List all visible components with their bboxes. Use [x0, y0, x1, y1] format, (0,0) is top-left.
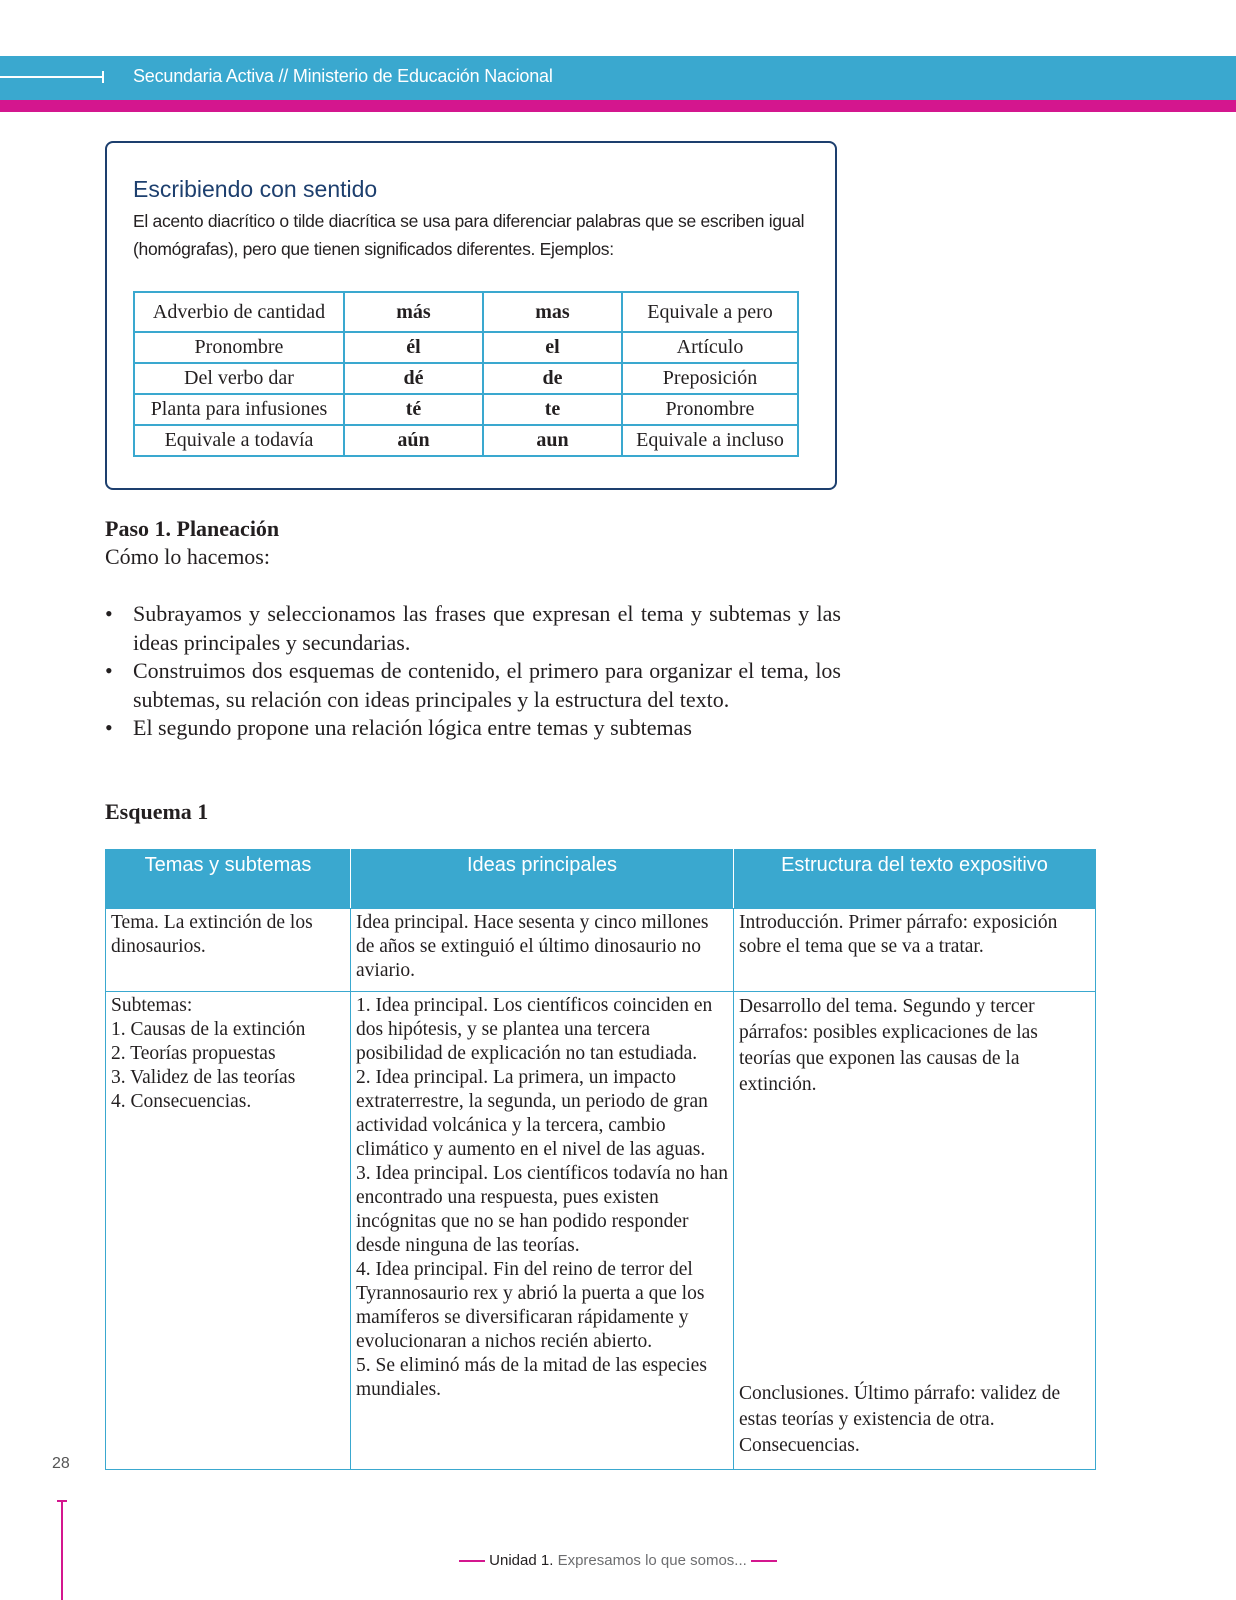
list-item: 1. Causas de la extinción: [111, 1019, 306, 1040]
table-row: [106, 909, 1096, 992]
footer-line-right: [751, 1560, 777, 1562]
bullet-list: [105, 600, 841, 743]
list-item: • Subrayamos y seleccionamos las frases que expresan el tema y subtemas y las ideas principales y secundarias.: [105, 600, 841, 657]
main-idea-item: 4. Idea principal. Fin del reino de terror del Tyrannosaurio rex y abrió la puerta a que los mamíferos se diversificaran rápidamente y evolucionaran a nichos recién abierto.: [356, 1259, 705, 1352]
page-number: 28: [52, 1455, 70, 1472]
magenta-bar: [0, 100, 1236, 112]
table-row: [134, 292, 798, 332]
list-item: 4. Consecuencias.: [111, 1091, 252, 1112]
schema-table: [105, 849, 1096, 1470]
footer-line-left: [459, 1560, 485, 1562]
table-cell: de: [483, 363, 622, 394]
column-header: Temas y subtemas: [106, 850, 351, 909]
table-row: [134, 332, 798, 363]
schema-title: Esquema 1: [105, 799, 209, 824]
info-box-text: El acento diacrítico o tilde diacrítica se usa para diferenciar palabras que se escriben igual (homógrafas), pero que tienen significados diferentes. Ejemplos:: [133, 211, 805, 259]
table-cell: dé: [344, 363, 483, 394]
table-cell: Idea principal. Hace sesenta y cinco millones de años se extinguió el último dinosaurio no aviario.: [351, 909, 734, 992]
column-header: Ideas principales: [351, 850, 734, 909]
table-cell: el: [483, 332, 622, 363]
table-cell: más: [344, 292, 483, 332]
step-subtitle: Cómo lo hacemos:: [105, 544, 270, 569]
table-row: [106, 992, 1096, 1470]
header-title: Secundaria Activa // Ministerio de Educación Nacional: [133, 66, 553, 86]
table-cell: Pronombre: [622, 394, 798, 425]
subtopics-list: [111, 1018, 345, 1114]
table-cell: Introducción. Primer párrafo: exposición sobre el tema que se va a tratar.: [734, 909, 1096, 992]
footer-text: Expresamos lo que somos...: [557, 1552, 747, 1569]
table-cell: Planta para infusiones: [134, 394, 344, 425]
header-tick: [102, 71, 104, 83]
column-header: Estructura del texto expositivo: [734, 850, 1096, 909]
table-cell: Tema. La extinción de los dinosaurios.: [106, 909, 351, 992]
step-title: Paso 1. Planeación: [105, 516, 280, 541]
conclusions-text: Conclusiones. Último párrafo: validez de estas teorías y existencia de otra. Consecuencias.: [739, 1383, 1061, 1456]
table-cell: mas: [483, 292, 622, 332]
footer: [0, 1552, 1236, 1569]
table-cell: [734, 992, 1096, 1470]
list-item: • El segundo propone una relación lógica entre temas y subtemas: [105, 714, 841, 743]
table-cell: Equivale a incluso: [622, 425, 798, 456]
info-box-title: Escribiendo con sentido: [133, 176, 378, 202]
main-idea-item: 2. Idea principal. La primera, un impacto extraterrestre, la segunda, un periodo de gran actividad volcánica y la tercera, cambio climático y aumento en el nivel de las aguas.: [356, 1067, 708, 1160]
table-cell: Equivale a todavía: [134, 425, 344, 456]
subtopics-label: Subtemas:: [111, 995, 193, 1016]
main-idea-item: 3. Idea principal. Los científicos todavía no han encontrado una respuesta, pues existen incógnitas que no se han podido responder desde ninguna de las teorías.: [356, 1163, 729, 1256]
main-idea-item: 5. Se eliminó más de la mitad de las especies mundiales.: [356, 1355, 707, 1400]
table-cell: él: [344, 332, 483, 363]
table-cell: [351, 992, 734, 1470]
table-row: [134, 394, 798, 425]
table-row: [134, 425, 798, 456]
development-text: Desarrollo del tema. Segundo y tercer párrafos: posibles explicaciones de las teorías que exponen las causas de la extinción.: [739, 996, 1038, 1095]
table-cell: aún: [344, 425, 483, 456]
table-header-row: [106, 850, 1096, 909]
table-cell: Preposición: [622, 363, 798, 394]
list-item: • Construimos dos esquemas de contenido, el primero para organizar el tema, los subtemas, su relación con ideas principales y la estructura del texto.: [105, 657, 841, 714]
table-cell: Pronombre: [134, 332, 344, 363]
table-row: [134, 363, 798, 394]
header-line: [0, 76, 104, 78]
table-cell: aun: [483, 425, 622, 456]
table-cell: Adverbio de cantidad: [134, 292, 344, 332]
list-item: 2. Teorías propuestas: [111, 1043, 276, 1064]
diacritic-table: [133, 291, 799, 457]
table-cell: [106, 992, 351, 1470]
footer-unit: Unidad 1.: [489, 1552, 554, 1569]
table-cell: Artículo: [622, 332, 798, 363]
table-cell: Del verbo dar: [134, 363, 344, 394]
table-cell: té: [344, 394, 483, 425]
table-cell: Equivale a pero: [622, 292, 798, 332]
list-item: 3. Validez de las teorías: [111, 1067, 296, 1088]
table-cell: te: [483, 394, 622, 425]
left-margin-line: [61, 1500, 63, 1600]
main-idea-item: 1. Idea principal. Los científicos coinciden en dos hipótesis, y se plantea una tercera posibilidad de explicación no tan estudiada.: [356, 995, 713, 1064]
